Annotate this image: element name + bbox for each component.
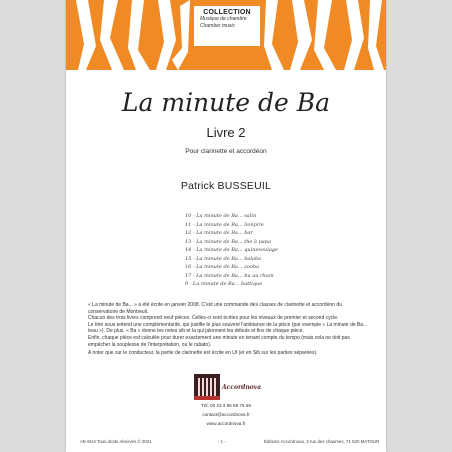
collection-line-1: Musique de chambre xyxy=(200,16,247,22)
footer-page-number: - 1 - xyxy=(218,439,226,444)
contents-list xyxy=(185,212,325,289)
instrumentation: Pour clarinette et accordéon xyxy=(185,148,267,155)
transposition-note: A noter que sur le conducteur, la partie de clarinette est écrite en Ut (et en Sib sur les parties séparées). xyxy=(88,350,318,356)
footer-address: Éditions Accordnova, 3 rue des chaumes, 71 520 MATOUR xyxy=(264,439,380,444)
collection-label-box xyxy=(194,6,260,46)
contents-item: 16 - La minute de Ba... zooba xyxy=(185,264,260,270)
publisher-phone: Tél. 00 33 3 65 59 75 58 xyxy=(201,403,251,408)
contents-item: 10 - La minute de Ba... salin xyxy=(185,213,257,219)
description-paragraph: Chacun des trois livres comprend neuf pièces. Celles-ci sont écrites pour les niveaux de premier et second cycle. xyxy=(88,315,339,322)
contents-item: 14 - La minute de Ba... quinesoulage xyxy=(185,247,278,253)
composer-name: Patrick BUSSEUIL xyxy=(180,180,272,192)
contents-item: 12 - La minute de Ba... bar xyxy=(185,230,253,236)
description-text xyxy=(88,302,370,348)
description-paragraph: Enfin, chaque pièce est calculée pour durer exactement une minute en tenant compte du tempo (mais cela ne doit pas empêcher la souplesse de l'interprétation, ou le rubato). xyxy=(88,334,350,348)
contents-item: 17 - La minute de Ba... bu au rhum xyxy=(185,272,274,279)
footer-reference: AE-M14 Tous droits réservés © 2021 xyxy=(80,439,152,444)
collection-title: COLLECTION xyxy=(203,9,251,16)
contents-item: 11 - La minute de Ba... lionpire xyxy=(185,221,264,228)
contents-item: 9 - La minute de Ba... battique xyxy=(185,281,263,287)
description-paragraph: « La minute de Ba... » a été écrite en janvier 2008. C'est une commande des classes de clarinette et accordéon du conservatoire de Montreuil. xyxy=(88,302,342,315)
collection-line-2: Chamber music xyxy=(200,23,236,29)
publisher-email[interactable]: contact@accordnova.fr xyxy=(202,412,250,417)
publisher-website[interactable]: www.accordnova.fr xyxy=(206,421,246,426)
contents-item: 15 - La minute de Ba... balaba xyxy=(185,255,262,262)
score-cover-page xyxy=(66,0,386,452)
work-title: La minute de Ba xyxy=(121,88,331,117)
collection-banner xyxy=(66,0,386,70)
contents-item: 13 - La minute de Ba... the à papa xyxy=(185,238,271,245)
description-paragraph: Le titre sous entend une complémentarité, qui justifie le plus souvent l'ambiance de la pièce (par exemple « La minute de Ba... teau »). De plus, « Ba » donne les notes sib et la qui jalonnent les débuts et fins de chaque pièce. xyxy=(88,321,368,335)
work-subtitle: Livre 2 xyxy=(206,125,246,140)
publisher-logo-text: Accordnova xyxy=(222,384,262,391)
publisher-logo xyxy=(192,372,262,402)
